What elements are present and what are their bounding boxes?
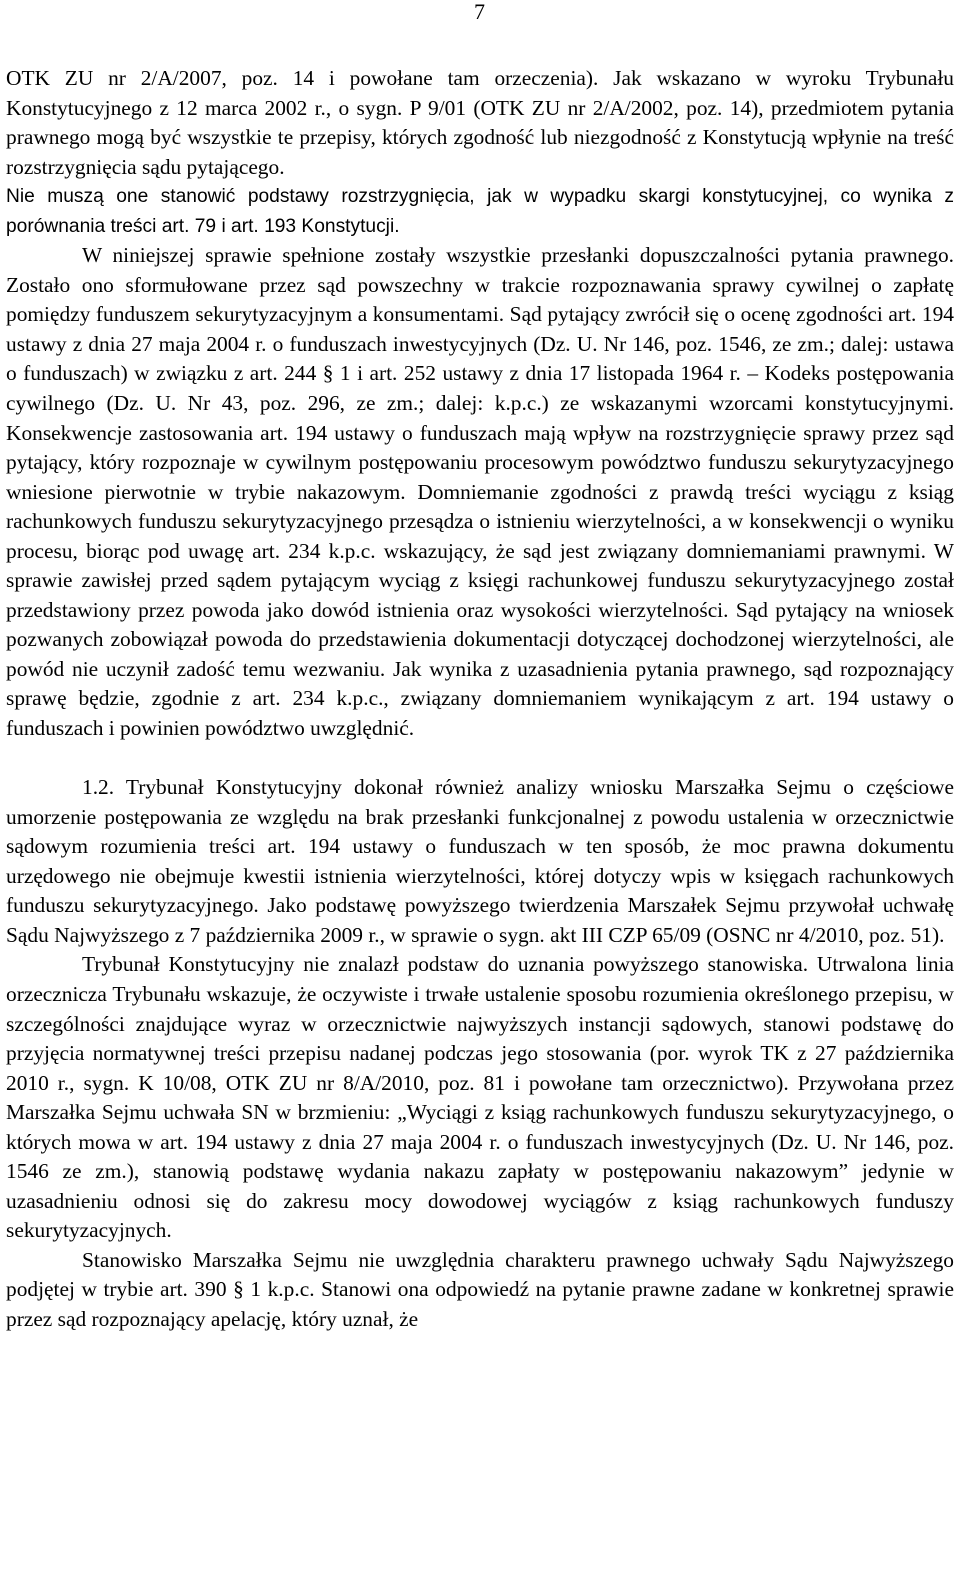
paragraph-admissibility: W niniejszej sprawie spełnione zostały wszystkie przesłanki dopuszczalności pytania prawnego. Zostało ono sformułowane przez sąd powszechny w trakcie rozpoznawania sprawy cywilnej o zapłatę pomiędzy funduszem sekurytyzacyjnym a konsumentami. Sąd pytający zwrócił się o ocenę zgodności art. 194 ustawy z dnia 27 maja 2004 r. o funduszach inwestycyjnych (Dz. U. Nr 146, poz. 1546, ze zm.; dalej: ustawa o funduszach) w związku z art. 244 § 1 i art. 252 ustawy z dnia 17 listopada 1964 r. – Kodeks postępowania cywilnego (Dz. U. Nr 43, poz. 296, ze zm.; dalej: k.p.c.) ze wskazanymi wzorcami konstytucyjnymi. Konsekwencje zastosowania art. 194 ustawy o funduszach mają wpływ na rozstrzygnięcie sprawy przez sąd pytający, który rozpoznaje w cywilnym postępowaniu procesowym powództwo funduszu sekurytyzacyjnego wniesione pierwotnie w trybie nakazowym. Domniemanie zgodności z prawdą treści wyciągu z ksiąg rachunkowych funduszu sekurytyzacyjnego przesądza o istnieniu wierzytelności, a w konsekwencji o wyniku procesu, biorąc pod uwagę art. 234 k.p.c. wskazujący, że sąd jest związany domniemaniami prawnymi. W sprawie zawisłej przed sądem pytającym wyciąg z księgi rachunkowej funduszu sekurytyzacyjnego został przedstawiony przez powoda jako dowód istnienia oraz wysokości wierzytelności. Sąd pytający na wniosek pozwanych zobowiązał powoda do przedstawienia dokumentacji dotyczącej dochodzonej wierzytelności, ale powód nie uczynił zadość temu wezwaniu. Jak wynika z uzasadnienia pytania prawnego, sąd rozpoznający sprawę będzie, zgodnie z art. 234 k.p.c., związany domniemaniem wynikającym z art. 194 ustawy o funduszach i powinien powództwo uwzględnić.	[6, 243, 954, 741]
paragraph-section-1-2: 1.2. Trybunał Konstytucyjny dokonał również analizy wniosku Marszałka Sejmu o częściowe umorzenie postępowania ze względu na brak przesłanki funkcjonalnej z powodu ustalenia w orzecznictwie sądowym rozumienia treści art. 194 ustawy o funduszach w ten sposób, że moc prawna dokumentu urzędowego nie obejmuje kwestii istnienia wierzytelności, której dotyczy wpis w księgach rachunkowych funduszu sekurytyzacyjnego. Jako podstawę powyższego twierdzenia Marszałek Sejmu przywołał uchwałę Sądu Najwyższego z 7 października 2009 r., w sprawie o sygn. akt III CZP 65/09 (OSNC nr 4/2010, poz. 51).	[6, 775, 954, 947]
paragraph-tribunal-position: Trybunał Konstytucyjny nie znalazł podstaw do uznania powyższego stanowiska. Utrwalona linia orzecznicza Trybunału wskazuje, że oczywiste i trwałe ustalenie sposobu rozumienia określonego przepisu, w szczególności znajdujące wyraz w orzecznictwie najwyższych instancji sądowych, stanowi podstawę do przyjęcia normatywnej treści przepisu nadanej podczas jego stosowania (por. wyrok TK z 27 października 2010 r., sygn. K 10/08, OTK ZU nr 8/A/2010, poz. 81 i powołane tam orzecznictwo). Przywołana przez Marszałka Sejmu uchwała SN w brzmieniu: „Wyciągi z ksiąg rachunkowych funduszu sekurytyzacyjnego, o których mowa w art. 194 ustawy z dnia 27 maja 2004 r. o funduszach inwestycyjnych (Dz. U. Nr 146, poz. 1546 ze zm.), stanowią podstawę wydania nakazu zapłaty w postępowaniu nakazowym” jedynie w uzasadnieniu odnosi się do zakresu mocy dowodowej wyciągów z ksiąg rachunkowych funduszy sekurytyzacyjnych.	[6, 952, 954, 1243]
document-body	[6, 64, 954, 1335]
paragraph-marshal-position: Stanowisko Marszałka Sejmu nie uwzględnia charakteru prawnego uchwały Sądu Najwyższego podjętej w trybie art. 390 § 1 k.p.c. Stanowi ona odpowiedź na pytanie prawne zadane w konkretnej sprawie przez sąd rozpoznający apelację, który uznał, że	[6, 1247, 954, 1331]
paragraph-continuation: OTK ZU nr 2/A/2007, poz. 14 i powołane tam orzeczenia). Jak wskazano w wyroku Trybunału Konstytucyjnego z 12 marca 2002 r., o sygn. P 9/01 (OTK ZU nr 2/A/2002, poz. 14), przedmiotem pytania prawnego mogą być wszystkie te przepisy, których zgodność lub niezgodność z Konstytucją wpłynie na treść rozstrzygnięcia sądu pytającego.	[6, 66, 954, 179]
page-number-text: 7	[474, 0, 485, 24]
paragraph-spacer	[6, 744, 954, 774]
paragraph-continuation-sans: Nie muszą one stanowić podstawy rozstrzygnięcia, jak w wypadku skargi konstytucyjnej, co wynika z porównania treści art. 79 i art. 193 Konstytucji.	[6, 186, 954, 237]
